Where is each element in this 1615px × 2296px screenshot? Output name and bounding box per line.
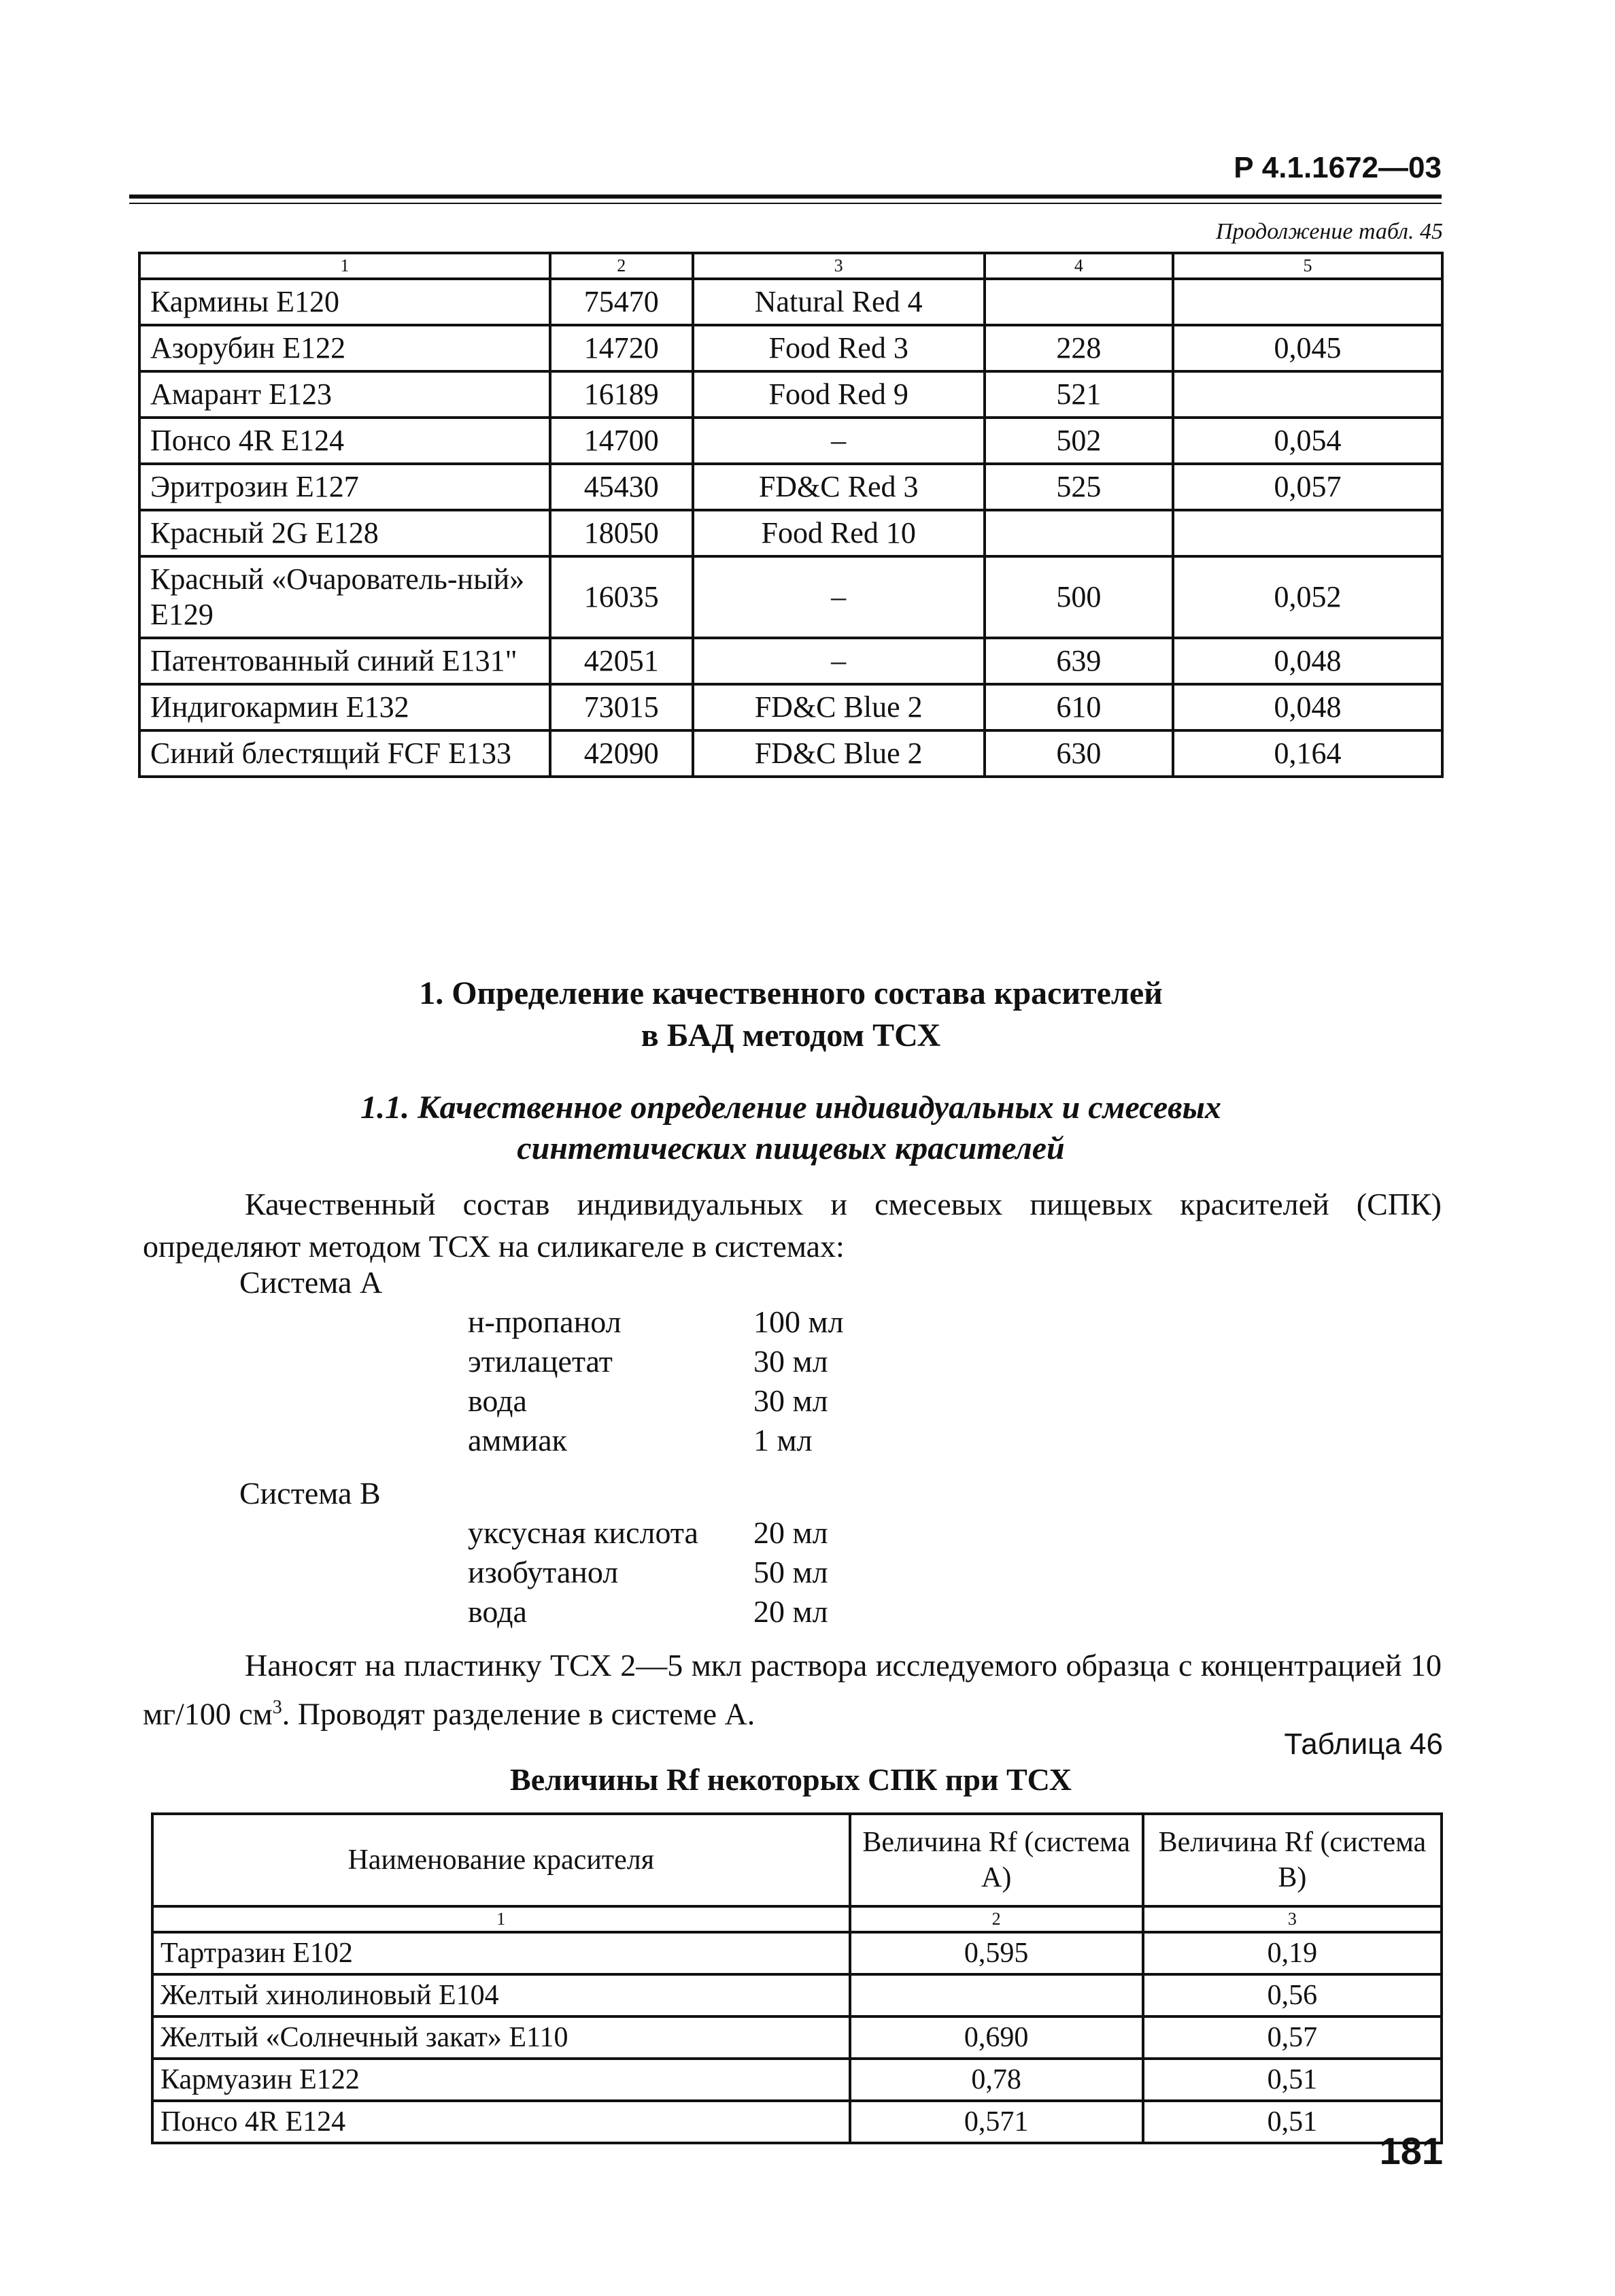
subsection-title-line-1: 1.1. Качественное определение индивидуальных и смесевых: [360, 1090, 1221, 1126]
dye-name-cell: Эритрозин Е127: [139, 464, 550, 510]
alt-name-cell: –: [693, 556, 985, 638]
solvent-name: изобутанол: [468, 1555, 619, 1589]
dye-name-cell: Кармины Е120: [139, 279, 550, 325]
alt-name-cell: FD&C Blue 2: [693, 684, 985, 730]
column-number: 5: [1173, 253, 1442, 279]
subsection-title-line-2: синтетических пищевых красителей: [517, 1130, 1065, 1166]
alt-name-cell: –: [693, 638, 985, 684]
wavelength-cell: 630: [985, 730, 1173, 777]
rf-system-a-cell: 0,78: [850, 2059, 1143, 2101]
table-row: [152, 2059, 1442, 2101]
paragraph-intro: Качественный состав индивидуальных и смесевых пищевых красителей (СПК) определяют методом ТСХ на силикагеле в системах:: [143, 1187, 1442, 1264]
column-number: 2: [550, 253, 693, 279]
ci-number-cell: 14720: [550, 325, 693, 371]
table-row: [152, 2101, 1442, 2143]
table-row: [139, 464, 1442, 510]
table-row: [139, 279, 1442, 325]
table-row: [152, 1932, 1442, 1974]
header-rf-system-b: Величина Rf (система В): [1143, 1814, 1442, 1906]
ci-number-cell: 42051: [550, 638, 693, 684]
table-46-column-numbers: [152, 1906, 1442, 1932]
document-code: Р 4.1.1672—03: [1234, 151, 1442, 184]
ci-number-cell: 75470: [550, 279, 693, 325]
solvent-amount: 50 мл: [753, 1555, 828, 1589]
solvent-amount: 20 мл: [753, 1594, 828, 1629]
column-number: 4: [985, 253, 1173, 279]
solvent-amount: 20 мл: [753, 1515, 828, 1550]
rf-system-b-cell: 0,57: [1143, 2016, 1442, 2059]
header-rule-thick: [129, 195, 1442, 199]
coefficient-cell: [1173, 371, 1442, 418]
system-b-label: Система В: [239, 1476, 381, 1510]
solvent-amount: 1 мл: [753, 1423, 813, 1457]
column-number: 3: [1143, 1906, 1442, 1932]
ci-number-cell: 73015: [550, 684, 693, 730]
table-46-header-row: [152, 1814, 1442, 1906]
table-46: [151, 1812, 1443, 2144]
paragraph-application-tail: . Проводят разделение в системе А.: [282, 1696, 755, 1732]
table-row: [139, 325, 1442, 371]
table-row: [139, 730, 1442, 777]
page-number: 181: [1379, 2129, 1443, 2172]
rf-system-a-cell: 0,690: [850, 2016, 1143, 2059]
rf-system-b-cell: 0,19: [1143, 1932, 1442, 1974]
table-row: [139, 510, 1442, 556]
dye-name-cell: Амарант Е123: [139, 371, 550, 418]
ci-number-cell: 14700: [550, 418, 693, 464]
dye-name-cell: Понсо 4R Е124: [139, 418, 550, 464]
table-45: [138, 252, 1444, 778]
coefficient-cell: [1173, 510, 1442, 556]
wavelength-cell: [985, 279, 1173, 325]
column-number: 2: [850, 1906, 1143, 1932]
wavelength-cell: 610: [985, 684, 1173, 730]
solvent-name: вода: [468, 1383, 527, 1418]
coefficient-cell: 0,048: [1173, 684, 1442, 730]
alt-name-cell: Food Red 9: [693, 371, 985, 418]
wavelength-cell: 521: [985, 371, 1173, 418]
alt-name-cell: Natural Red 4: [693, 279, 985, 325]
superscript-3: 3: [272, 1697, 282, 1718]
rf-system-a-cell: [850, 1974, 1143, 2016]
dye-name-cell: Азорубин Е122: [139, 325, 550, 371]
ci-number-cell: 42090: [550, 730, 693, 777]
section-title-line-2: в БАД методом ТСХ: [641, 1017, 941, 1053]
coefficient-cell: 0,045: [1173, 325, 1442, 371]
solvent-amount: 30 мл: [753, 1383, 828, 1418]
alt-name-cell: FD&C Blue 2: [693, 730, 985, 777]
solvent-name: этилацетат: [468, 1344, 613, 1379]
dye-name-cell: Желтый хинолиновый Е104: [152, 1974, 850, 2016]
wavelength-cell: 639: [985, 638, 1173, 684]
ci-number-cell: 45430: [550, 464, 693, 510]
table-45-column-numbers: [139, 253, 1442, 279]
table-46-title: Величины Rf некоторых СПК при ТСХ: [510, 1762, 1072, 1797]
system-a-label: Система А: [239, 1265, 383, 1300]
dye-name-cell: Понсо 4R Е124: [152, 2101, 850, 2143]
solvent-amount: 30 мл: [753, 1344, 828, 1379]
dye-name-cell: Кармуазин Е122: [152, 2059, 850, 2101]
table-continuation-note: Продолжение табл. 45: [1215, 219, 1443, 244]
solvent-amount: 100 мл: [753, 1304, 844, 1339]
alt-name-cell: FD&C Red 3: [693, 464, 985, 510]
rf-system-b-cell: 0,51: [1143, 2059, 1442, 2101]
rf-system-a-cell: 0,595: [850, 1932, 1143, 1974]
coefficient-cell: 0,054: [1173, 418, 1442, 464]
dye-name-cell: Тартразин Е102: [152, 1932, 850, 1974]
ci-number-cell: 16189: [550, 371, 693, 418]
table-row: [139, 638, 1442, 684]
wavelength-cell: 502: [985, 418, 1173, 464]
coefficient-cell: 0,057: [1173, 464, 1442, 510]
dye-name-cell: Индигокармин Е132: [139, 684, 550, 730]
wavelength-cell: 500: [985, 556, 1173, 638]
wavelength-cell: [985, 510, 1173, 556]
rf-system-b-cell: 0,56: [1143, 1974, 1442, 2016]
solvent-name: аммиак: [468, 1423, 568, 1457]
dye-name-cell: Синий блестящий FCF Е133: [139, 730, 550, 777]
dye-name-cell: Патентованный синий Е131": [139, 638, 550, 684]
table-row: [139, 418, 1442, 464]
coefficient-cell: [1173, 279, 1442, 325]
coefficient-cell: 0,164: [1173, 730, 1442, 777]
alt-name-cell: Food Red 3: [693, 325, 985, 371]
section-title-line-1: 1. Определение качественного состава красителей: [419, 975, 1163, 1011]
ci-number-cell: 18050: [550, 510, 693, 556]
column-number: 1: [152, 1906, 850, 1932]
header-rf-system-a: Величина Rf (система А): [850, 1814, 1143, 1906]
dye-name-cell: Красный 2G Е128: [139, 510, 550, 556]
column-number: 3: [693, 253, 985, 279]
alt-name-cell: –: [693, 418, 985, 464]
table-row: [152, 2016, 1442, 2059]
solvent-name: вода: [468, 1594, 527, 1629]
coefficient-cell: 0,052: [1173, 556, 1442, 638]
column-number: 1: [139, 253, 550, 279]
rf-system-b-cell: 0,51: [1143, 2101, 1442, 2143]
table-row: [139, 371, 1442, 418]
dye-name-cell: Красный «Очарователь-ный» Е129: [139, 556, 550, 638]
header-dye-name: Наименование красителя: [152, 1814, 850, 1906]
paragraph-application-text: Наносят на пластинку ТСХ 2—5 мкл раствора исследуемого образца с концентрацией 10 мг/100 см: [143, 1648, 1442, 1732]
ci-number-cell: 16035: [550, 556, 693, 638]
solvent-name: н-пропанол: [468, 1304, 622, 1339]
table-row: [139, 684, 1442, 730]
solvent-name: уксусная кислота: [468, 1515, 698, 1550]
dye-name-cell: Желтый «Солнечный закат» Е110: [152, 2016, 850, 2059]
paragraph-application: [143, 1644, 1442, 1735]
alt-name-cell: Food Red 10: [693, 510, 985, 556]
wavelength-cell: 525: [985, 464, 1173, 510]
table-46-label: Таблица 46: [1284, 1727, 1443, 1761]
coefficient-cell: 0,048: [1173, 638, 1442, 684]
rf-system-a-cell: 0,571: [850, 2101, 1143, 2143]
table-row: [139, 556, 1442, 638]
table-row: [152, 1974, 1442, 2016]
wavelength-cell: 228: [985, 325, 1173, 371]
header-rule-thin: [129, 203, 1442, 204]
